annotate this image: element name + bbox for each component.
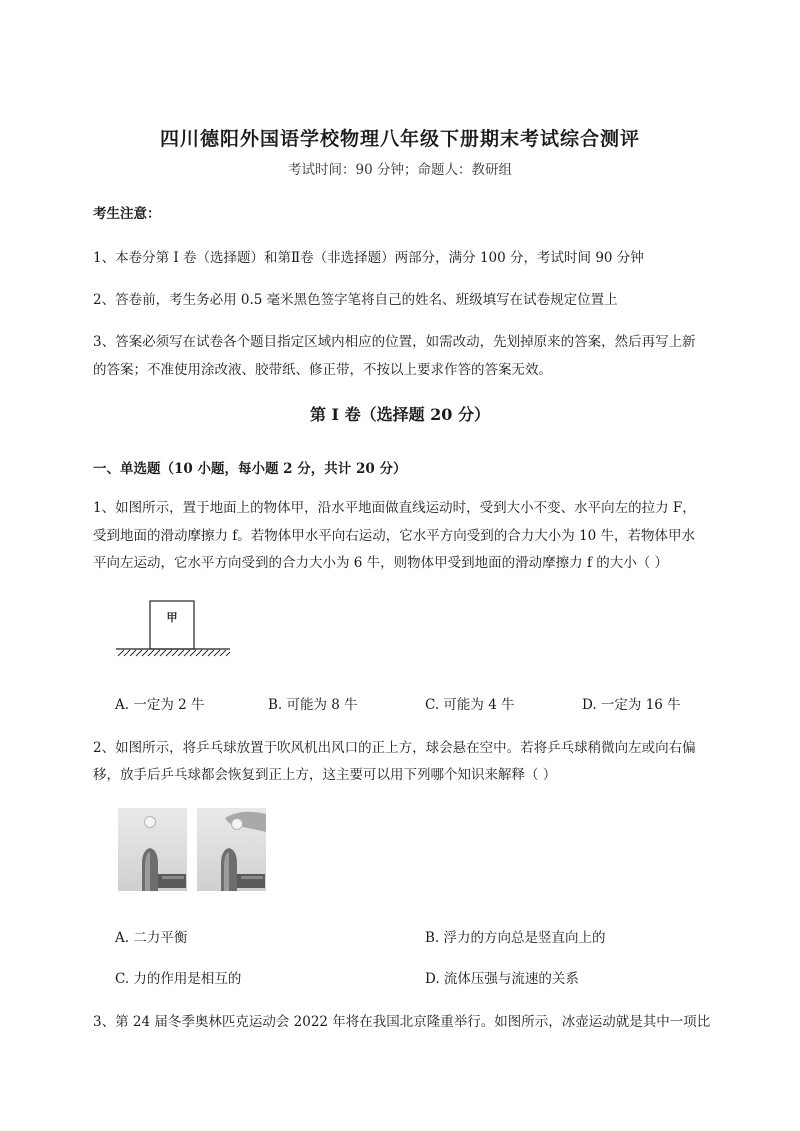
q1-line-1: 1、如图所示，置于地面上的物体甲，沿水平地面做直线运动时，受到大小不变、水平向左的拉力 F， [93, 500, 696, 516]
q2-photo-2 [197, 808, 266, 891]
q2-option-b[interactable]: B. 浮力的方向总是竖直向上的 [425, 930, 606, 946]
note-item-3-line-1: 3、答案必须写在试卷各个题目指定区域内相应的位置，如需改动，先划掉原来的答案，然后再写上新 [93, 334, 696, 350]
q1-figure [110, 598, 240, 662]
question-group-title: 一、单选题（10 小题，每小题 2 分，共计 20 分） [93, 461, 407, 477]
q2-option-a[interactable]: A. 二力平衡 [115, 930, 188, 946]
note-item-2: 2、答卷前，考生务必用 0.5 毫米黑色签字笔将自己的姓名、班级填写在试卷规定位置上 [93, 292, 618, 308]
q3-line-1: 3、第 24 届冬季奥林匹克运动会 2022 年将在我国北京隆重举行。如图所示，冰壶运动就是其中一项比 [93, 1014, 711, 1030]
exam-subtitle: 考试时间：90 分钟；命题人：教研组 [288, 162, 512, 178]
q2-line-1: 2、如图所示，将乒乓球放置于吹风机出风口的正上方，球会悬在空中。若将乒乓球稍微向左或向右偏 [93, 740, 696, 756]
q2-option-c[interactable]: C. 力的作用是相互的 [115, 971, 242, 987]
q1-option-b[interactable]: B. 可能为 8 牛 [268, 697, 358, 713]
ground-hatching [118, 650, 230, 656]
note-item-3-line-2: 的答案；不准使用涂改液、胶带纸、修正带，不按以上要求作答的答案无效。 [93, 362, 552, 378]
q2-option-d[interactable]: D. 流体压强与流速的关系 [425, 971, 579, 987]
q1-line-3: 平向左运动，它水平方向受到的合力大小为 6 牛，则物体甲受到地面的滑动摩擦力 f 的大小（ ） [93, 555, 669, 571]
notes-heading: 考生注意： [93, 206, 161, 222]
block-jia [150, 601, 194, 649]
block-label: 甲 [166, 611, 178, 624]
q1-option-c[interactable]: C. 可能为 4 牛 [425, 697, 515, 713]
section-title: 第 I 卷（选择题 20 分） [309, 405, 491, 424]
q1-line-2: 受到地面的滑动摩擦力 f。若物体甲水平向右运动，它水平方向受到的合力大小为 10 牛，若物体甲水 [93, 528, 696, 544]
q2-line-2: 移，放手后乒乓球都会恢复到正上方，这主要可以用下列哪个知识来解释（ ） [93, 767, 557, 783]
exam-title: 四川德阳外国语学校物理八年级下册期末考试综合测评 [159, 128, 640, 150]
q1-option-d[interactable]: D. 一定为 16 牛 [582, 697, 681, 713]
q2-photo-1 [118, 808, 187, 891]
q1-option-a[interactable]: A. 一定为 2 牛 [115, 697, 205, 713]
note-item-1: 1、本卷分第 I 卷（选择题）和第Ⅱ卷（非选择题）两部分，满分 100 分，考试时间 90 分钟 [93, 250, 644, 266]
